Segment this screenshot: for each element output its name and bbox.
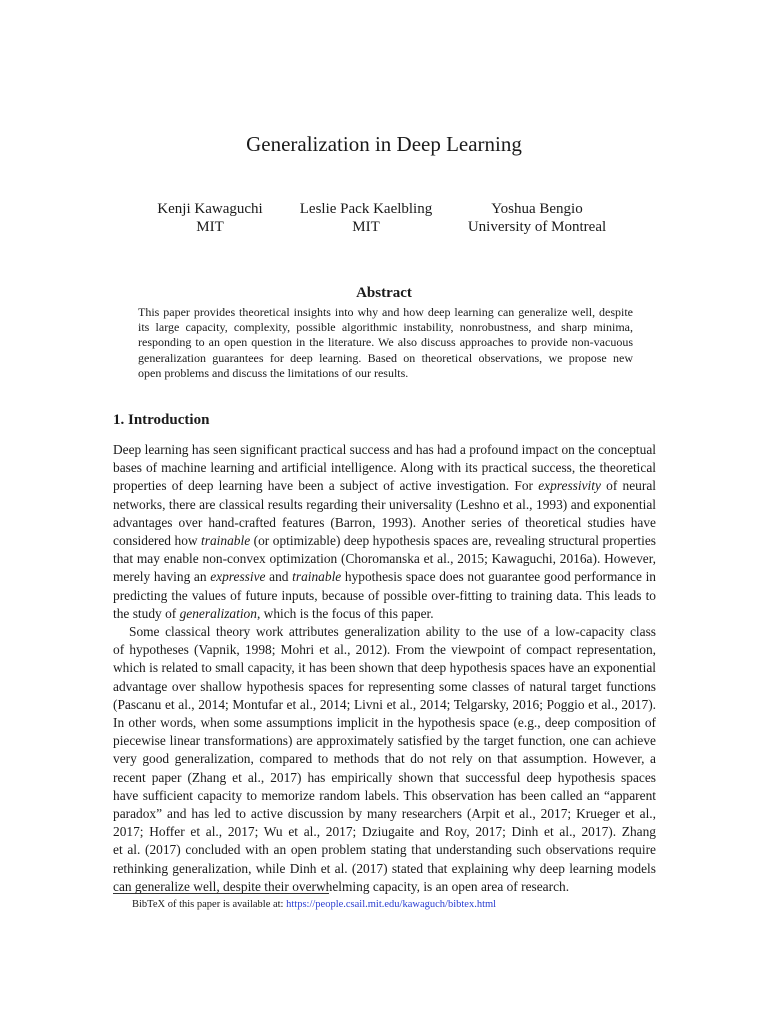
paragraph-line [113,605,656,623]
text-run: , which is the focus of this paper. [256,605,434,621]
abstract-line: generalization guarantees for deep learning. Based on theoretical observations, we propose new [138,350,633,365]
abstract-line: responding to an open question in the literature. We also discuss approaches to provide non-vacuous [138,335,633,350]
text-run: merely having an [113,569,211,585]
author-affiliation: University of Montreal [467,219,607,235]
author-name: Leslie Pack Kaelbling [299,201,433,217]
paragraph-line: networks, there are classical results regarding their universality (Leshno et al., 1993) and exponential [113,496,656,512]
paragraph-1 [113,441,656,623]
section-heading-introduction: 1. Introduction [113,412,210,428]
abstract-text [138,305,633,381]
paragraph-line: Some classical theory work attributes generalization ability to the use of a low-capacity class [129,624,656,640]
bibtex-link[interactable]: https://people.csail.mit.edu/kawaguch/bibtex.html [286,899,497,910]
paragraph-line: (Pascanu et al., 2014; Montufar et al., 2014; Livni et al., 2014; Telgarsky, 2016; Poggio et al., 2017). [113,696,656,712]
paragraph-line: can generalize well, despite their overwhelming capacity, is an open area of research. [113,878,570,894]
paragraph-line [113,477,656,495]
paragraph-line: rethinking generalization, while Dinh et al. (2017) stated that explaining why deep learning models [113,860,656,876]
paragraph-line [113,568,656,586]
paragraph-line: paradox” and has led to active discussion by many researchers (Arpit et al., 2017; Krueger et al., [113,806,656,822]
paragraph-line: et al. (2017) concluded with an open problem stating that understanding such observations require [113,842,656,858]
author-name: Kenji Kawaguchi [157,201,263,217]
author-kawaguchi [130,200,290,236]
text-run: considered how [113,533,202,549]
footnote-divider [113,893,329,894]
paragraph-line: advantages over hand-crafted features (Barron, 1993). Another series of theoretical studies have [113,514,656,530]
emphasis-text: expressive [210,569,266,585]
paragraph-line: that may enable non-convex optimization (Choromanska et al., 2015; Kawaguchi, 2016a). However, [113,551,656,567]
paragraph-line: recent paper (Zhang et al., 2017) has empirically shown that successful deep hypothesis spaces [113,769,656,785]
paragraph-2 [113,623,656,896]
introduction-body [113,441,656,896]
paragraph-line: bases of machine learning and artificial intelligence. Along with its practical success, the theoretical [113,460,656,476]
paragraph-line: In other words, when some assumptions implicit in the hypothesis space (e.g., deep composition of [113,715,656,731]
author-affiliation: MIT [196,219,224,235]
footnote [132,898,496,912]
paragraph-line: predicting the values of future inputs, because of possible over-fitting to training data. This leads to [113,587,656,603]
abstract-line: This paper provides theoretical insights into why and how deep learning can generalize well, despite [138,305,633,319]
author-affiliation: MIT [352,219,380,235]
paragraph-line [113,532,656,550]
abstract-line: open problems and discuss the limitations of our results. [138,365,409,380]
text-run: (or optimizable) deep hypothesis spaces are, revealing structural properties [250,533,656,549]
paragraph-line: which is related to small capacity, it has been shown that deep hypothesis spaces have an exponential [113,660,656,676]
footnote-text: BibTeX of this paper is available at: [132,899,287,910]
emphasis-text: generalization [179,605,257,621]
paragraph-line: Deep learning has seen significant practical success and has had a profound impact on the conceptual [113,442,656,457]
paragraph-line: advantage over shallow hypothesis spaces for representing some classes of natural target functions [113,678,656,694]
author-list [0,200,768,240]
author-bengio [457,200,617,236]
paragraph-line: of hypotheses (Vapnik, 1998; Mohri et al., 2012). From the viewpoint of compact representation, [113,642,656,658]
author-kaelbling [286,200,446,236]
emphasis-text: expressivity [538,478,601,494]
text-run: properties of deep learning have been a subject of active investigation. For [113,478,539,494]
abstract-heading: Abstract [356,285,412,301]
paragraph-line: have sufficient capacity to memorize random labels. This observation has been called an “apparent [113,787,656,803]
paragraph-line: very good generalization, compared to methods that do not rely on that assumption. However, a [113,751,656,767]
author-name: Yoshua Bengio [491,201,583,217]
paragraph-line: piecewise linear transformations) are approximately satisfied by the target function, one can achieve [113,733,656,749]
paper-title: Generalization in Deep Learning [246,132,522,156]
emphasis-text: trainable [292,569,342,585]
text-run: hypothesis space does not guarantee good performance in [341,569,656,585]
text-run: the study of [113,605,180,621]
paragraph-line: 2017; Hoffer et al., 2017; Wu et al., 2017; Dziugaite and Roy, 2017; Dinh et al., 2017). Zhang [113,824,656,840]
text-run: and [265,569,293,585]
text-run: of neural [600,478,656,494]
emphasis-text: trainable [201,533,251,549]
abstract-line: its large capacity, complexity, possible algorithmic instability, nonrobustness, and sharp minima, [138,320,633,335]
